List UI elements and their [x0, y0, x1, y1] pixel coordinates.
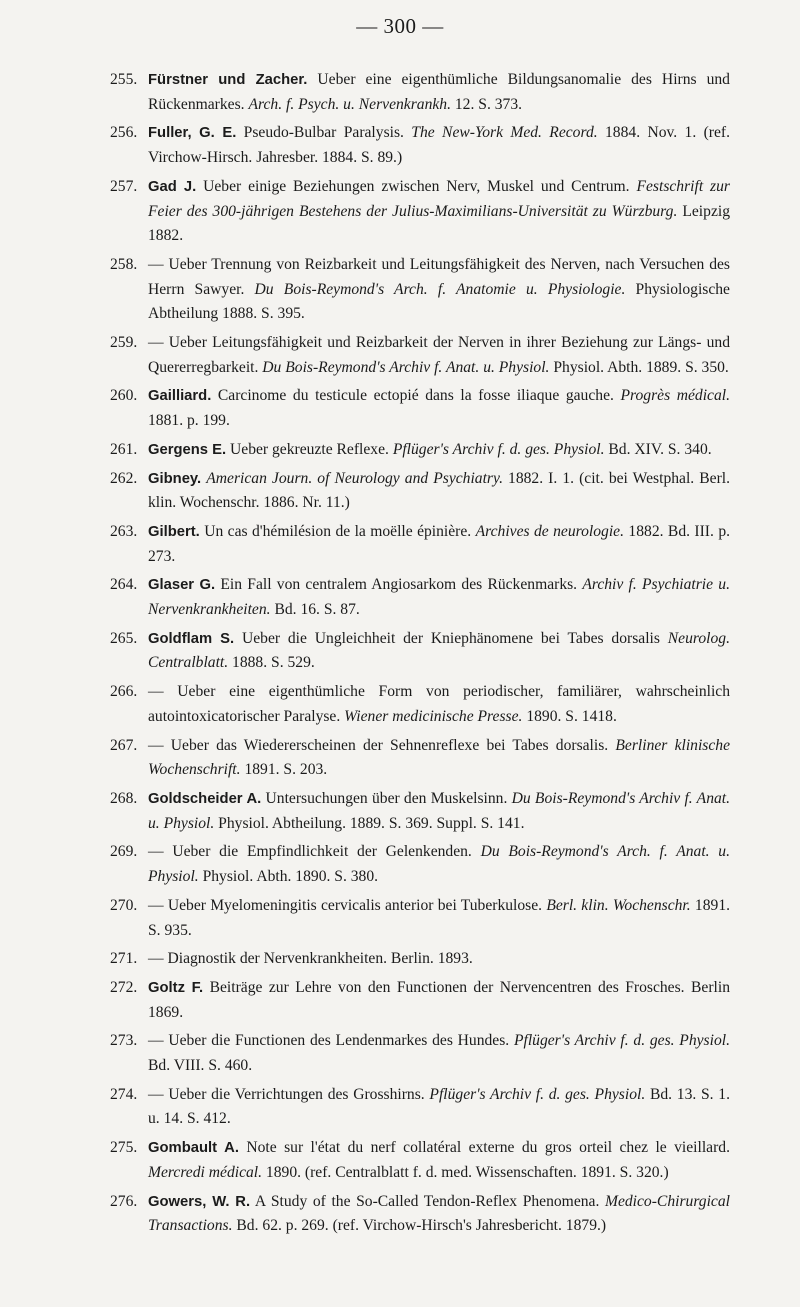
entry-title: Beiträge zur Lehre von den Functionen der Nervencentren des Frosches. Berlin 1869. [148, 978, 730, 1021]
entry-details: Bd. XIV. S. 340. [604, 440, 712, 458]
bibliography-entry [110, 1029, 730, 1078]
entry-title: — Ueber das Wiedererscheinen der Sehnenreflexe bei Tabes dorsalis. [148, 736, 616, 754]
entry-number: 266. [110, 683, 138, 701]
entry-source: Neurolog. Centralblatt. [148, 629, 730, 672]
entry-number: 259. [110, 334, 138, 352]
entry-number: 268. [110, 789, 138, 807]
entry-source: Berl. klin. Wochenschr. [546, 896, 691, 914]
bibliography-entry [110, 68, 730, 117]
entry-source: American Journ. of Neurology and Psychiatry. [206, 469, 503, 487]
entry-source: Berliner klinische Wochenschrift. [148, 736, 731, 779]
entry-source: Medico-Chirurgical Transactions. [148, 1192, 730, 1235]
entry-number: 267. [110, 736, 138, 754]
bibliography-entry [110, 331, 730, 380]
entry-number: 255. [110, 71, 138, 88]
entry-source: Du Bois-Reymond's Arch. f. Anat. u. Physiol. [148, 843, 731, 886]
bibliography-entry [110, 1190, 730, 1239]
bibliography-entry [110, 787, 730, 836]
entry-source: Pflüger's Archiv f. d. ges. Physiol. [392, 440, 605, 458]
entry-number: 276. [110, 1192, 138, 1210]
entry-title: — Ueber Leitungsfähigkeit und Reizbarkeit der Nerven in ihrer Beziehung zur Längs- und Quererregbarkeit. [148, 334, 730, 376]
entry-author: Gombault A. [148, 1140, 239, 1157]
bibliography-entry [110, 520, 730, 569]
entry-author: Goldflam S. [148, 630, 235, 647]
entry-number: 257. [110, 177, 138, 195]
entry-details: Physiol. Abth. 1890. S. 380. [198, 868, 379, 886]
bibliography-entry [110, 253, 730, 327]
bibliography-entry [110, 734, 730, 783]
bibliography-entry [110, 627, 730, 676]
bibliography-entry [110, 976, 730, 1025]
bibliography-entry [110, 947, 730, 972]
bibliography-entry [110, 175, 730, 249]
entry-title: A Study of the So-Called Tendon-Reflex Phenomena. [250, 1192, 605, 1210]
entry-source: The New-York Med. Record. [411, 124, 598, 142]
entry-source: Archiv f. Psychiatrie u. Nervenkrankheiten. [148, 576, 730, 619]
entry-number: 265. [110, 629, 138, 647]
entry-title: Pseudo-Bulbar Paralysis. [236, 124, 412, 142]
entry-source: Progrès médical. [620, 387, 730, 405]
entry-source: Du Bois-Reymond's Archiv f. Anat. u. Physiol. [262, 358, 550, 376]
entry-title: Ueber die Ungleichheit der Kniephänomene bei Tabes dorsalis [234, 629, 668, 647]
entry-author: Gilbert. [148, 523, 200, 540]
entry-details: Physiol. Abtheilung. 1889. S. 369. Suppl. S. 141. [214, 814, 525, 832]
entry-number: 264. [110, 576, 138, 594]
entry-number: 260. [110, 387, 138, 405]
entry-number: 274. [110, 1085, 138, 1103]
bibliography-entry [110, 1083, 730, 1132]
page-number: — 300 — [356, 14, 444, 38]
entry-number: 263. [110, 522, 138, 540]
entry-author: Fuller, G. E. [148, 125, 237, 142]
bibliography-list [110, 68, 730, 1243]
entry-details: Bd. VIII. S. 460. [148, 1057, 253, 1075]
entry-source: Archives de neurologie. [475, 522, 625, 540]
entry-details: 1891. S. 203. [240, 761, 328, 779]
entry-title: — Ueber die Functionen des Lendenmarkes des Hundes. [148, 1032, 514, 1050]
bibliography-entry [110, 438, 730, 463]
bibliography-entry [110, 1136, 730, 1185]
entry-title: — Ueber die Empfindlichkeit der Gelenkenden. [148, 843, 481, 861]
entry-title: Ueber gekreuzte Reflexe. [226, 440, 393, 458]
entry-details: 1890. S. 1418. [522, 707, 617, 725]
entry-details: 1890. (ref. Centralblatt f. d. med. Wissenschaften. 1891. S. 320.) [262, 1163, 669, 1181]
entry-author: Fürstner und Zacher. [148, 72, 308, 88]
entry-title: Untersuchungen über den Muskelsinn. [261, 789, 512, 807]
entry-details: 12. S. 373. [450, 95, 523, 113]
entry-source: Du Bois-Reymond's Archiv f. Anat. u. Physiol. [148, 789, 731, 832]
entry-details: Physiol. Abth. 1889. S. 350. [549, 358, 729, 376]
entry-source: Arch. f. Psych. u. Nervenkrankh. [248, 95, 451, 113]
entry-title: — Ueber eine eigenthümliche Form von periodischer, familiärer, wahrscheinlich autointoxicatorischer Paralyse. [148, 683, 730, 725]
bibliography-entry [110, 121, 730, 170]
entry-title: — Ueber Myelomeningitis cervicalis anterior bei Tuberkulose. [148, 896, 547, 914]
bibliography-entry [110, 467, 730, 516]
entry-source: Wiener medicinische Presse. [344, 707, 523, 725]
entry-number: 258. [110, 255, 138, 273]
bibliography-entry [110, 894, 730, 943]
entry-number: 272. [110, 978, 138, 996]
entry-number: 262. [110, 469, 138, 487]
entry-details: 1882. I. 1. (cit. bei Westphal. Berl. klin. Wochenschr. 1886. Nr. 11.) [148, 469, 731, 512]
entry-author: Gergens E. [148, 441, 227, 458]
bibliography-entry [110, 384, 730, 433]
entry-number: 271. [110, 950, 138, 968]
entry-author: Goldscheider A. [148, 790, 262, 807]
entry-details: Bd. 16. S. 87. [270, 601, 360, 619]
entry-title: Note sur l'état du nerf collatéral externe du gros orteil chez le vieillard. [238, 1139, 730, 1157]
entry-author: Gowers, W. R. [148, 1193, 251, 1210]
bibliography-entry [110, 840, 730, 889]
entry-title: Un cas d'hémilésion de la moëlle épinière. [199, 522, 476, 540]
entry-details: 1884. Nov. 1. (ref. Virchow-Hirsch. Jahresber. 1884. S. 89.) [148, 124, 730, 167]
entry-number: 275. [110, 1139, 138, 1157]
entry-source: Mercredi médical. [148, 1163, 263, 1181]
bibliography-entry [110, 573, 730, 622]
entry-details: 1891. S. 935. [148, 896, 731, 939]
entry-title: — Ueber die Verrichtungen des Grosshirns. [148, 1085, 430, 1103]
entry-number: 273. [110, 1032, 138, 1050]
entry-source: Pflüger's Archiv f. d. ges. Physiol. [513, 1032, 730, 1050]
entry-details: 1888. S. 529. [228, 654, 315, 672]
entry-title: Ueber eine eigenthümliche Bildungsanomalie des Hirns und Rückenmarkes. [148, 71, 730, 113]
entry-title: Carcinome du testicule ectopié dans la fosse iliaque gauche. [211, 387, 621, 405]
entry-details: Leipzig 1882. [148, 202, 730, 245]
entry-number: 270. [110, 896, 138, 914]
entry-title: — Diagnostik der Nervenkrankheiten. Berlin. 1893. [148, 950, 473, 968]
entry-source: Festschrift zur Feier des 300-jährigen Bestehens der Julius-Maximilians-Universität zu Würzburg. [148, 177, 730, 220]
entry-author: Goltz F. [148, 979, 204, 996]
entry-details: Bd. 62. p. 269. (ref. Virchow-Hirsch's Jahresbericht. 1879.) [232, 1217, 607, 1235]
entry-title: Ueber einige Beziehungen zwischen Nerv, Muskel und Centrum. [196, 177, 637, 195]
entry-author: Glaser G. [148, 577, 216, 594]
entry-number: 261. [110, 440, 138, 458]
entry-source: Du Bois-Reymond's Arch. f. Anatomie u. Physiologie. [254, 280, 626, 298]
entry-details: 1881. p. 199. [148, 412, 230, 430]
entry-author: Gibney. [148, 470, 202, 487]
entry-author: Gad J. [148, 178, 197, 195]
entry-number: 256. [110, 124, 138, 142]
bibliography-entry [110, 680, 730, 729]
entry-details: 1882. Bd. III. p. 273. [148, 522, 731, 565]
entry-title: Ein Fall von centralem Angiosarkom des Rückenmarks. [215, 576, 583, 594]
entry-source: Pflüger's Archiv f. d. ges. Physiol. [429, 1085, 646, 1103]
entry-author: Gailliard. [148, 388, 212, 405]
entry-details: Physiologische Abtheilung 1888. S. 395. [148, 280, 730, 323]
entry-title: — Ueber Trennung von Reizbarkeit und Leitungsfähigkeit des Nerven, nach Versuchen des Herrn Sawyer. [148, 255, 730, 298]
entry-number: 269. [110, 843, 138, 861]
entry-details: Bd. 13. S. 1. u. 14. S. 412. [148, 1085, 730, 1128]
